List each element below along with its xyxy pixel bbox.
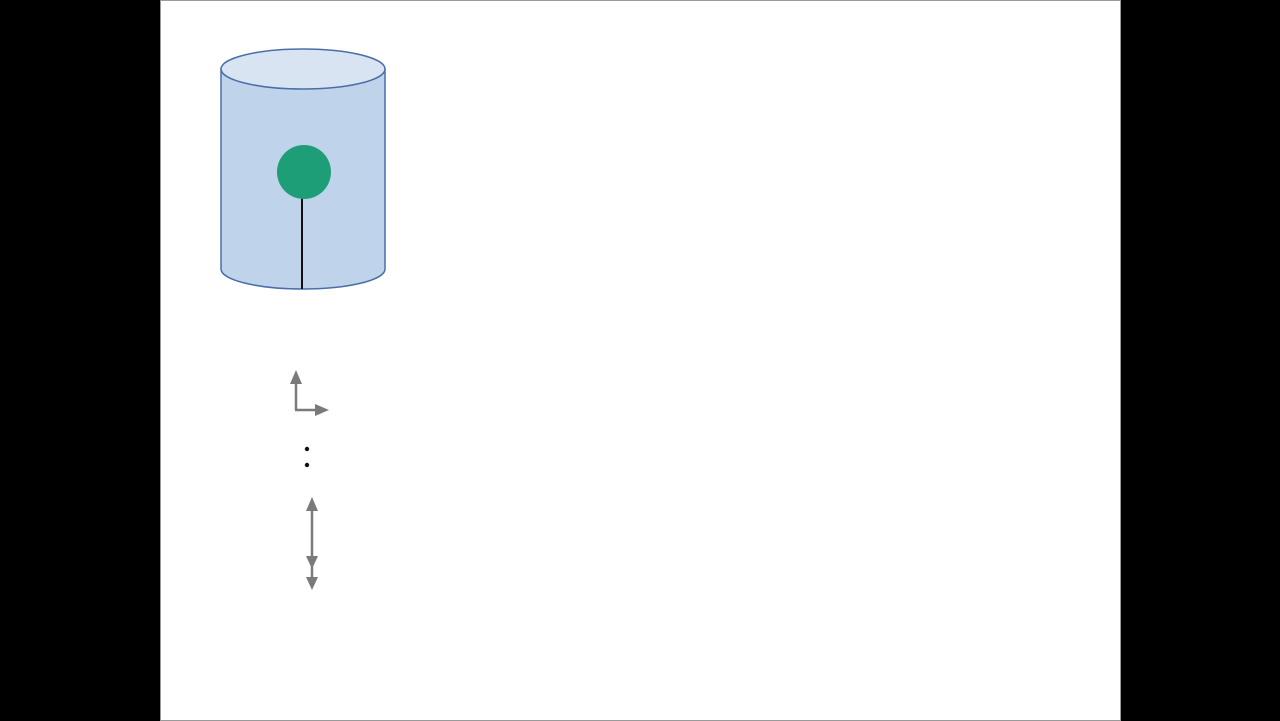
cylinder-top <box>221 49 385 89</box>
tension-force-arrowhead <box>306 577 318 590</box>
coordinate-axes <box>290 370 329 416</box>
pool-cylinder <box>221 49 385 289</box>
motion-diagram <box>305 447 309 467</box>
velocity-dot <box>305 447 309 451</box>
acceleration-dot <box>305 463 309 467</box>
diagram-canvas <box>161 1 1120 720</box>
styrofoam-ball <box>277 145 331 199</box>
x-axis-arrowhead <box>315 404 329 416</box>
slide <box>160 0 1121 721</box>
buoyant-force-arrowhead <box>306 497 318 511</box>
free-body-diagram <box>306 497 318 590</box>
y-axis-arrowhead <box>290 370 302 384</box>
